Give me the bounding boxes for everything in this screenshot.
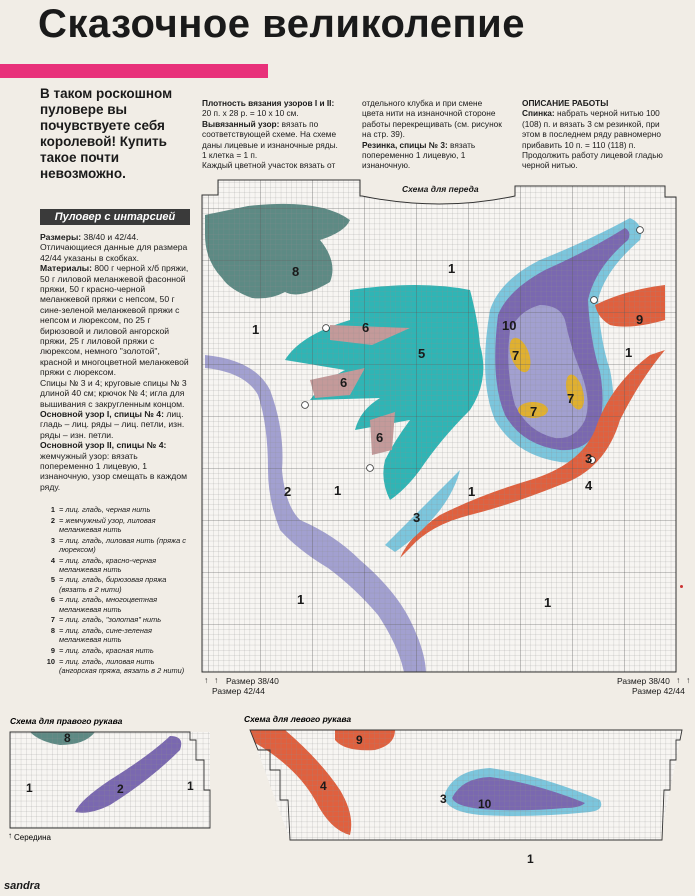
back-label: Спинка: [522, 108, 555, 119]
legend-number: 9 [50, 645, 55, 655]
center-label: Середина [14, 833, 51, 842]
size-label: Размер 38/40 [617, 676, 670, 686]
legend-number: 1 [50, 505, 55, 514]
legend-text: = лиц. гладь, сине-зеленая меланжевая нить [59, 625, 152, 645]
sizes-note: Отличающиеся данные для размера 42/44 указаны в скобках. [40, 242, 188, 263]
legend-number: 7 [50, 615, 55, 625]
pattern1-text: лиц. гладь – лиц. ряды – лиц. петли, изн. ряды – изн. петли. [40, 408, 185, 440]
front-chart [200, 178, 690, 696]
pattern1-label: Основной узор I, спицы № 4: [40, 408, 164, 419]
footer-brand-text: sandra [4, 880, 41, 892]
page-title: Сказочное великолепие [38, 2, 526, 46]
decorative-dot [680, 585, 683, 588]
front-label: 7 [567, 391, 575, 406]
ribbing-text: вязать попеременно 1 лицевую, 1 изнаночную. [362, 139, 476, 171]
legend-number: 2 [50, 515, 55, 525]
legend-text: = лиц. гладь, лиловая нить (ангорская пряжа, вязать в 2 нити) [59, 656, 185, 675]
svg-text:↑: ↑ [204, 675, 209, 685]
front-label: 1 [334, 483, 342, 498]
front-label: 1 [544, 595, 552, 610]
size-label: Размер 42/44 [212, 686, 265, 696]
right-sleeve-caption: Схема для правого рукава [10, 716, 123, 726]
front-label: 10 [502, 318, 517, 333]
front-label: 3 [585, 451, 593, 466]
size-label: Размер 42/44 [632, 686, 685, 696]
right-sleeve-chart [8, 716, 210, 842]
gauge-text: 20 п. х 28 р. = 10 х 10 см. [202, 108, 299, 119]
front-label: 9 [636, 312, 644, 327]
front-label: 6 [362, 320, 370, 335]
legend-text: = лиц. гладь, "золотая" нить [59, 615, 162, 625]
color-areas-text: Каждый цветной участок вязать от [202, 160, 336, 171]
pattern-text: вязать по соответствующей схеме. На схеме даны лицевые и изнаночные ряды. 1 клетка = 1 п. [202, 118, 338, 161]
ls-label: 10 [478, 797, 492, 811]
legend-number: 10 [46, 656, 55, 666]
ls-label: 4 [320, 779, 327, 793]
needles-text: Спицы № 3 и 4; круговые спицы № 3 длиной 40 см; крючок № 4; игла для вышивания с закругленным концом. [40, 377, 187, 409]
front-label: 8 [292, 264, 300, 279]
front-label: 1 [468, 484, 476, 499]
materials-label: Материалы: [40, 263, 93, 274]
gauge-label: Плотность вязания узоров I и II: [202, 98, 335, 108]
svg-text:↑: ↑ [686, 675, 691, 685]
back-text: набрать черной нитью 100 (108) п. и вязать 3 см резинкой, при этом в последнем ряду равномерно прибавить 10 п. = 110 (118) п. Продолжить работу лицевой гладью черной нитью. [522, 108, 663, 171]
front-label: 6 [376, 430, 384, 445]
front-label: 1 [625, 345, 633, 360]
rs-label: 1 [26, 781, 33, 795]
front-label: 6 [340, 375, 348, 390]
front-label: 4 [585, 478, 593, 493]
front-label: 1 [252, 322, 260, 337]
pattern-label: Вывязанный узор: [202, 118, 280, 129]
instructions-heading: ОПИСАНИЕ РАБОТЫ [522, 98, 609, 108]
front-chart-caption: Схема для переда [402, 184, 479, 194]
front-label: 1 [448, 261, 456, 276]
legend-text: = лиц. гладь, черная нить [59, 505, 151, 514]
ls-label: 3 [440, 792, 447, 806]
pattern2-text: жемчужный узор: вязать попеременно 1 лицевую, 1 изнаночную, узор смещать в каждом ряду. [40, 450, 188, 492]
rs-label: 1 [187, 779, 194, 793]
front-label: 2 [284, 484, 292, 499]
footer-brand [4, 880, 40, 892]
ribbing-label: Резинка, спицы № 3: [362, 139, 448, 150]
svg-text:↑: ↑ [676, 675, 681, 685]
front-label: 7 [530, 404, 538, 419]
ls-label: 1 [527, 852, 534, 866]
legend-number: 6 [50, 595, 55, 605]
legend-number: 4 [50, 555, 55, 565]
ls-label: 9 [356, 733, 363, 747]
legend-text: = лиц. гладь, красная нить [59, 645, 154, 655]
svg-text:↑: ↑ [8, 831, 12, 840]
front-label: 5 [418, 346, 426, 361]
sizes-label: Размеры: [40, 232, 82, 242]
lead-text: В таком роскошном пуловере вы почувствуете себя королевой! Купить такое почти невозможно. [40, 86, 173, 181]
sizes-text: 38/40 и 42/44. [81, 232, 139, 242]
legend-number: 8 [50, 625, 55, 635]
left-sleeve-caption: Схема для левого рукава [244, 714, 352, 724]
legend-number: 3 [50, 535, 55, 545]
pattern2-label: Основной узор II, спицы № 4: [40, 440, 167, 451]
front-label: 1 [297, 592, 305, 607]
front-label: 3 [413, 510, 421, 525]
legend-text: = жемчужный узор, лиловая меланжевая нить [59, 515, 156, 534]
legend-text: = лиц. гладь, красно-черная меланжевая нить [59, 555, 157, 574]
legend-text: = лиц. гладь, многоцветная меланжевая нить [59, 595, 158, 614]
left-sleeve-chart [244, 714, 686, 866]
size-label: Размер 38/40 [226, 676, 279, 686]
crossing-text: отдельного клубка и при смене цвета нити на изнаночной стороне работы перекрещивать (см. рисунок на стр. 39). [362, 98, 502, 140]
rs-label: 2 [117, 782, 124, 796]
rs-label: 8 [64, 731, 71, 745]
legend-number: 5 [50, 575, 55, 585]
legend-text: = лиц. гладь, бирюзовая пряжа (вязать в 2 нити) [59, 575, 167, 594]
section-tag: Пуловер с интарсией [40, 209, 190, 225]
materials-text: 800 г черной х/б пряжи, 50 г лиловой меланжевой фасонной пряжи, 50 г красно-черной меланжевой пряжи с непсом, 50 г сине-зеленой меланжевой пряжи с непсом и люрексом, по 25 г бирюзовой и лиловой ангорской пряжи, 25 г лиловой пряжи с люрексом, немного "золотой", красной и многоцветной меланжевой пряжи с люрексом. [40, 263, 189, 378]
svg-text:↑: ↑ [214, 675, 219, 685]
front-label: 7 [512, 348, 520, 363]
legend-text: = лиц. гладь, лиловая нить (пряжа с люрексом) [59, 535, 186, 554]
